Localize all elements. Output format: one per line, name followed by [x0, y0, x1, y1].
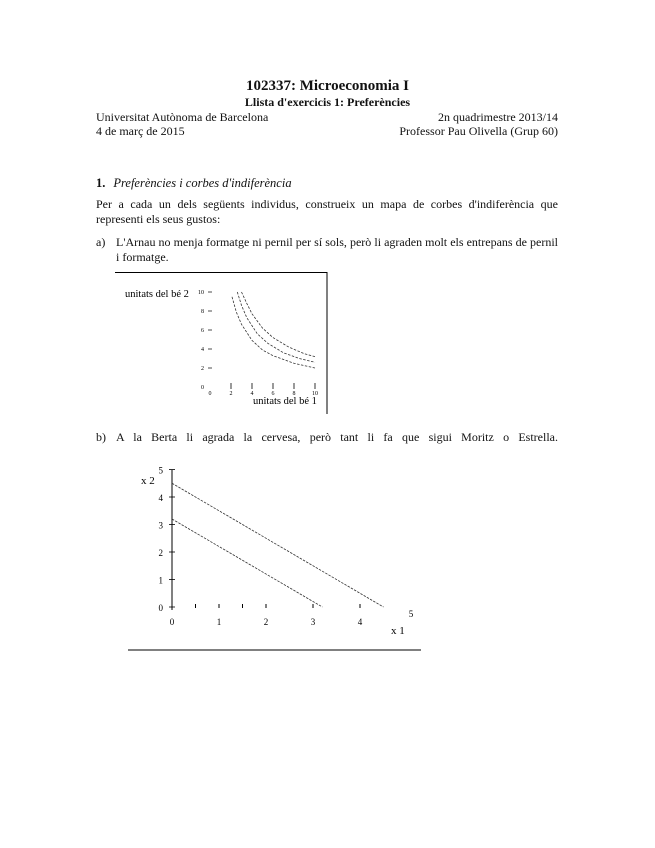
chart-a-ytick-label: 6: [201, 328, 204, 334]
chart-a-ylabel: unitats del bé 2: [125, 289, 189, 300]
chart-b-line-1: [172, 519, 322, 607]
chart-a-xtick-label: 10: [312, 391, 318, 397]
exercise-item-a: [96, 235, 558, 265]
chart-b: [125, 462, 425, 652]
chart-b-ytick-label: 2: [158, 548, 163, 558]
chart-a-xtick-label: 4: [250, 391, 254, 397]
chart-b-xtick-label: 1: [216, 617, 222, 627]
item-label: a): [96, 235, 106, 249]
chart-a-ytick-label: 8: [201, 309, 204, 315]
section-number: 1.: [96, 176, 106, 190]
professor-name: Professor Pau Olivella (Grup 60): [399, 124, 558, 138]
chart-a-curve-3: [242, 292, 316, 357]
chart-b-xtick-label: 3: [310, 617, 316, 627]
chart-a-xtick-label: 6: [271, 391, 275, 397]
chart-a-xlabel: unitats del bé 1: [253, 396, 317, 407]
chart-a-xtick-label: 2: [229, 391, 233, 397]
chart-a-xtick-label: 8: [292, 391, 296, 397]
chart-a: [115, 272, 330, 414]
doc-title: 102337: Microeconomia I: [245, 78, 410, 94]
chart-b-xtick-label: 4: [357, 617, 363, 627]
chart-b-ytick-label: 3: [158, 520, 163, 531]
chart-b-xtick-label: 5: [408, 609, 414, 619]
term-label: 2n quadrimestre 2013/14: [438, 110, 558, 124]
chart-a-ytick-label: 4: [201, 347, 204, 353]
chart-b-ytick-label: 4: [158, 493, 163, 503]
item-label: b): [96, 430, 106, 444]
chart-a-ytick-label: 0: [201, 385, 204, 391]
chart-b-ylabel: x 2: [141, 475, 155, 487]
section-heading: [96, 176, 292, 191]
chart-a-curve-2: [237, 292, 315, 362]
doc-subtitle: Llista d'exercicis 1: Preferències: [244, 95, 411, 109]
chart-b-ytick-label: 1: [158, 575, 163, 586]
chart-a-ytick-label: 2: [201, 366, 204, 372]
university-name: Universitat Autònoma de Barcelona: [96, 110, 269, 124]
chart-b-xtick-label: 0: [169, 617, 175, 627]
doc-date: 4 de març de 2015: [96, 124, 185, 138]
chart-b-xlabel: x 1: [391, 625, 405, 637]
chart-b-xtick-label: 2: [263, 617, 269, 627]
item-text: A la Berta li agrada la cervesa, però tant li fa que sigui Moritz o Estrella.: [116, 430, 558, 444]
section-title: Preferències i corbes d'indiferència: [113, 176, 292, 190]
section-intro: Per a cada un dels següents individus, construeix un mapa de corbes d'indiferència que representi els seus gustos:: [96, 197, 558, 226]
item-text: L'Arnau no menja formatge ni pernil per sí sols, però li agraden molt els entrepans de pernil i formatge.: [116, 235, 558, 264]
exercise-item-b: [96, 430, 558, 445]
chart-b-ytick-label: 0: [158, 603, 163, 613]
chart-a-xtick-label: 0: [208, 391, 212, 397]
chart-a-ytick-label: 10: [198, 290, 204, 296]
chart-b-line-2: [172, 483, 384, 607]
chart-a-curve-1: [232, 297, 315, 368]
chart-b-ytick-label: 5: [158, 465, 163, 476]
